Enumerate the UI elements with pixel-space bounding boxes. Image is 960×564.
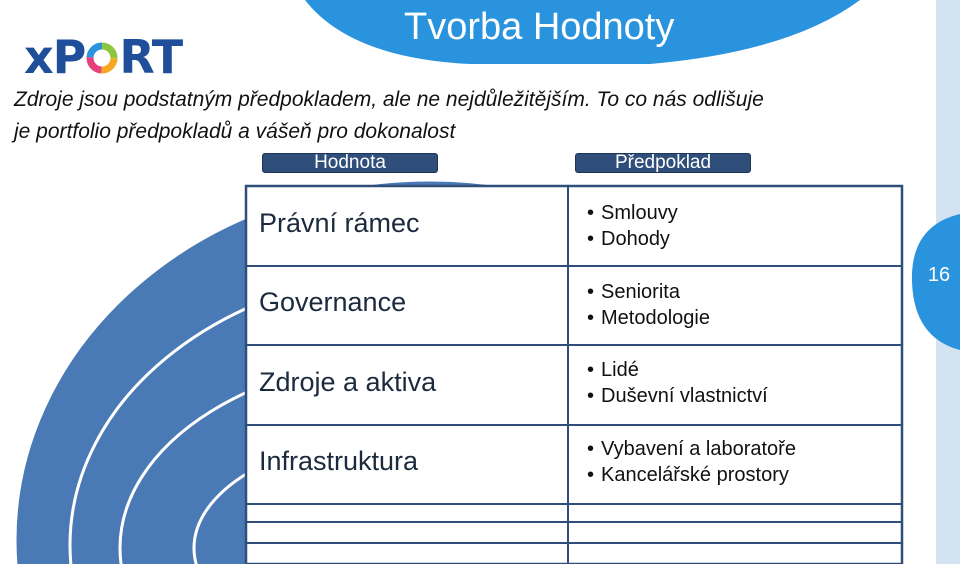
bullet-item: • Metodologie (587, 307, 710, 329)
bullet-item: • Lidé (587, 359, 639, 381)
bullet-item: • Seniorita (587, 281, 680, 303)
header-predpoklad: Předpoklad (575, 153, 751, 173)
intro-text (14, 84, 914, 148)
xport-logo (24, 32, 182, 82)
level-label-zdroje: Zdroje a aktiva (259, 367, 437, 397)
bullet-list-2 (587, 279, 710, 331)
header-hodnota: Hodnota (262, 153, 438, 173)
bullet-list-4 (587, 436, 796, 488)
bullet-item: • Dohody (587, 228, 670, 250)
intro-line-2: je portfolio předpokladů a vášeň pro dokonalost (14, 120, 456, 143)
level-label-governance: Governance (259, 287, 407, 317)
logo-prefix: xP (24, 30, 86, 84)
bullet-item: • Vybavení a laboratoře (587, 438, 796, 460)
level-label-infrastruktura: Infrastruktura (259, 446, 419, 476)
bullet-list-3 (587, 357, 768, 409)
bullet-item: • Kancelářské prostory (587, 464, 789, 486)
bullet-item: • Smlouvy (587, 202, 678, 224)
page-number: 16 (927, 264, 951, 286)
bullet-list-1 (587, 200, 678, 252)
bullet-item: • Duševní vlastnictví (587, 385, 768, 407)
intro-line-1: Zdroje jsou podstatným předpokladem, ale ne nejdůležitějším. To co nás odlišuje (14, 88, 764, 111)
level-label-pravni-ramec: Právní rámec (259, 208, 420, 238)
logo-o-ring-icon (85, 41, 119, 75)
logo-suffix: RT (119, 30, 183, 84)
slide-title: Tvorba Hodnoty (404, 6, 675, 48)
